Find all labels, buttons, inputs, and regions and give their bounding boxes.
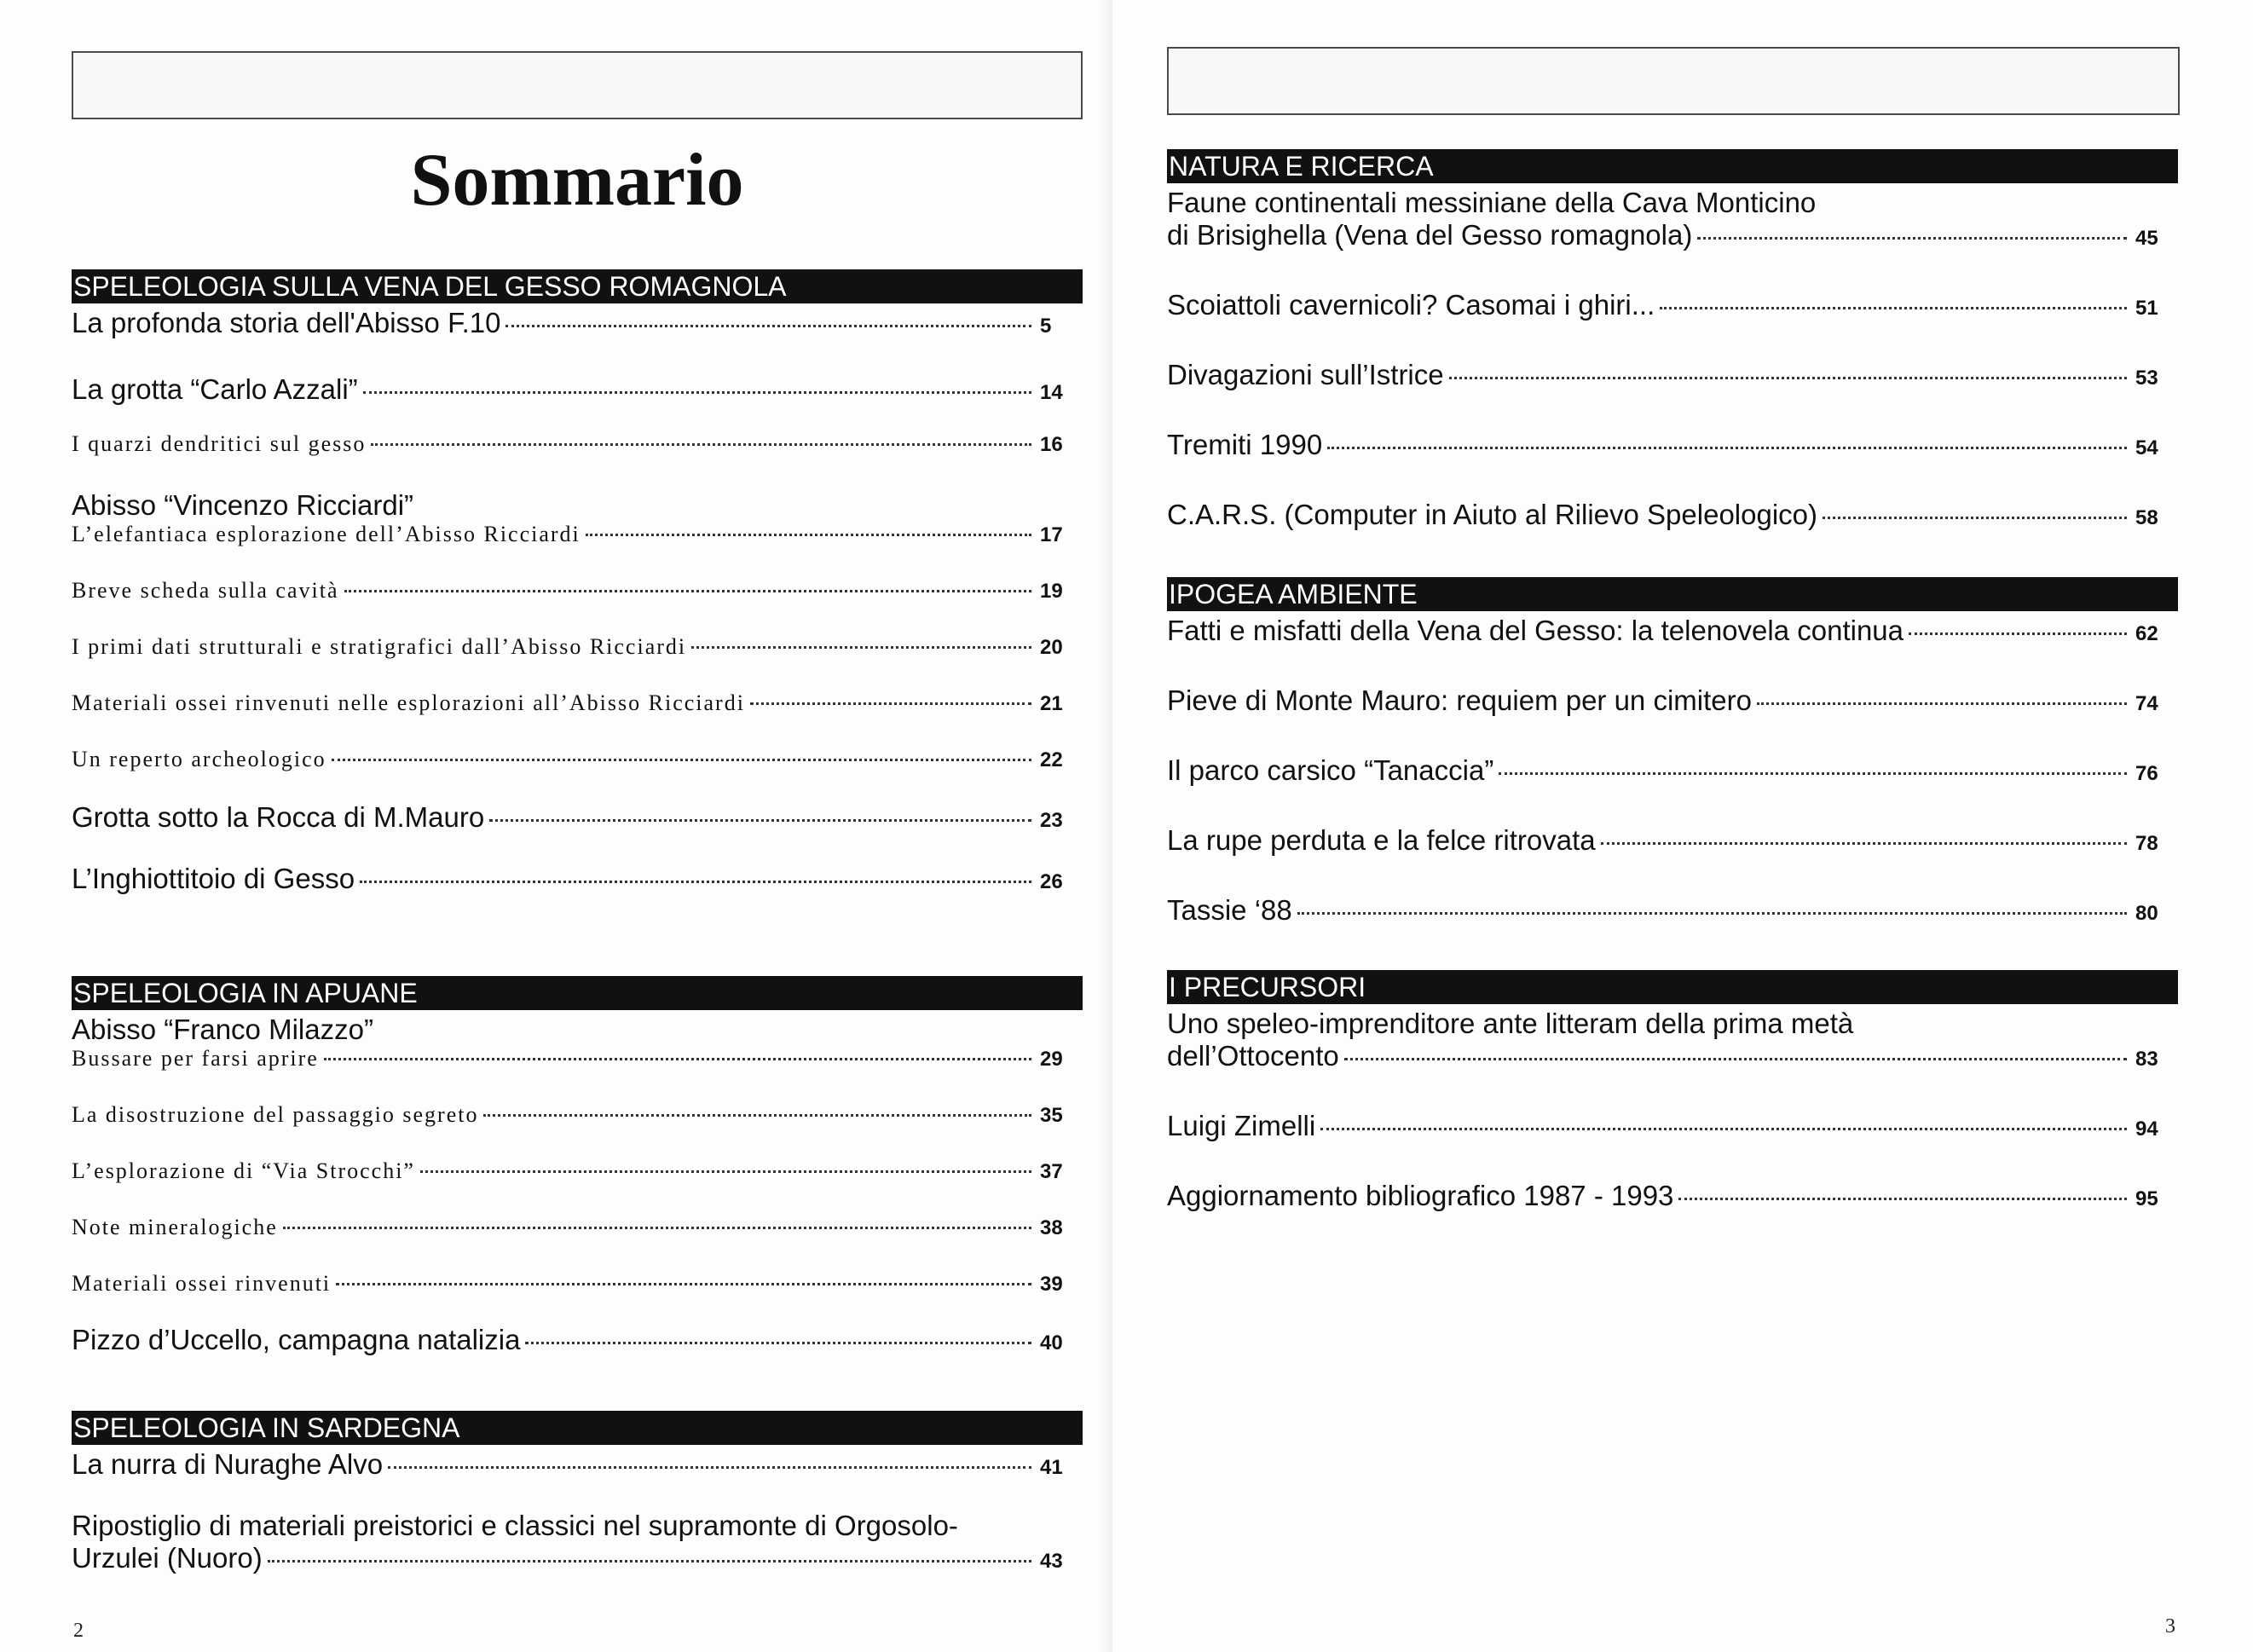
section-heading: SPELEOLOGIA SULLA VENA DEL GESSO ROMAGNOLA xyxy=(72,269,1083,303)
section-apuane xyxy=(72,976,1083,1356)
entry-page: 54 xyxy=(2135,436,2158,459)
toc-entry[interactable] xyxy=(1167,1110,2178,1142)
entry-page: 29 xyxy=(1040,1048,1063,1071)
toc-entry[interactable] xyxy=(72,1215,1083,1240)
entry-page: 39 xyxy=(1040,1273,1063,1296)
entry-title: Un reperto archeologico xyxy=(72,747,326,771)
toc-entry[interactable] xyxy=(72,307,1083,339)
entry-title: dell’Ottocento xyxy=(1167,1040,1339,1071)
dot-leader xyxy=(268,1560,1031,1562)
dot-leader xyxy=(1697,237,2127,240)
dot-leader xyxy=(1678,1198,2127,1200)
entry-title: Il parco carsico “Tanaccia” xyxy=(1167,754,1494,786)
entry-title: Uno speleo-imprenditore ante litteram della prima metà xyxy=(1167,1008,1854,1039)
toc-entry[interactable] xyxy=(72,690,1083,716)
toc-entry[interactable] xyxy=(1167,754,2178,787)
toc-entry[interactable] xyxy=(72,578,1083,604)
entry-title: di Brisighella (Vena del Gesso romagnola) xyxy=(1167,219,1693,251)
dot-leader xyxy=(1601,842,2127,845)
entry-page: 21 xyxy=(1040,692,1063,715)
entry-title: Grotta sotto la Rocca di M.Mauro xyxy=(72,801,485,833)
dot-leader xyxy=(1449,377,2127,379)
entry-title: Abisso “Vincenzo Ricciardi” xyxy=(72,489,414,521)
entry-page: 17 xyxy=(1040,523,1063,546)
toc-entry[interactable] xyxy=(72,801,1083,834)
toc-entry[interactable] xyxy=(1167,615,2178,647)
page-number: 2 xyxy=(73,1620,84,1642)
entry-page: 74 xyxy=(2135,692,2158,715)
section-heading: I PRECURSORI xyxy=(1167,970,2178,1004)
entry-page: 62 xyxy=(2135,622,2158,645)
toc-entry-line[interactable] xyxy=(72,1510,1083,1542)
entry-title: La rupe perduta e la felce ritrovata xyxy=(1167,824,1596,856)
entry-title: Fatti e misfatti della Vena del Gesso: la telenovela continua xyxy=(1167,615,1904,646)
dot-leader xyxy=(344,590,1032,592)
entry-title: Abisso “Franco Milazzo” xyxy=(72,1014,373,1045)
dot-leader xyxy=(1823,517,2127,519)
section-heading: IPOGEA AMBIENTE xyxy=(1167,577,2178,611)
dot-leader xyxy=(332,759,1031,761)
entry-title: Breve scheda sulla cavità xyxy=(72,578,339,603)
toc-entry[interactable] xyxy=(72,1271,1083,1297)
toc-entry[interactable] xyxy=(1167,429,2178,461)
entry-title: Tremiti 1990 xyxy=(1167,429,1323,460)
toc-entry-line[interactable] xyxy=(1167,187,2178,219)
entry-title: Ripostiglio di materiali preistorici e classici nel supramonte di Orgosolo- xyxy=(72,1510,958,1541)
section-ipogea-ambiente xyxy=(1167,577,2178,927)
toc-entry[interactable] xyxy=(1167,219,2178,251)
entry-title: La grotta “Carlo Azzali” xyxy=(72,373,358,405)
section-heading: SPELEOLOGIA IN APUANE xyxy=(72,976,1083,1010)
dot-leader xyxy=(1344,1058,2127,1060)
entry-title: L’esplorazione di “Via Strocchi” xyxy=(72,1158,415,1183)
dot-leader xyxy=(525,1342,1031,1344)
entry-page: 35 xyxy=(1040,1104,1063,1127)
section-natura-ricerca xyxy=(1167,149,2178,531)
header-box xyxy=(72,51,1083,119)
dot-leader xyxy=(505,325,1031,327)
entry-page: 41 xyxy=(1040,1456,1063,1479)
section-gesso-romagnola xyxy=(72,269,1083,895)
toc-entry[interactable] xyxy=(72,1046,1083,1071)
entry-page: 16 xyxy=(1040,433,1063,456)
toc-entry[interactable] xyxy=(1167,1180,2178,1212)
dot-leader xyxy=(363,391,1031,394)
entry-title: C.A.R.S. (Computer in Aiuto al Rilievo Speleologico) xyxy=(1167,499,1818,530)
entry-title: L’Inghiottitoio di Gesso xyxy=(72,863,355,894)
toc-entry[interactable] xyxy=(72,373,1083,406)
entry-page: 95 xyxy=(2135,1187,2158,1210)
dot-leader xyxy=(283,1227,1031,1229)
entry-title: I primi dati strutturali e stratigrafici dall’Abisso Ricciardi xyxy=(72,634,687,659)
toc-entry[interactable] xyxy=(1167,289,2178,321)
entry-page: 26 xyxy=(1040,870,1063,893)
entry-page: 83 xyxy=(2135,1048,2158,1071)
entry-title: Materiali ossei rinvenuti xyxy=(72,1271,332,1296)
toc-entry[interactable] xyxy=(72,1158,1083,1184)
entry-page: 51 xyxy=(2135,297,2158,320)
toc-entry[interactable] xyxy=(72,431,1083,457)
section-heading: NATURA E RICERCA xyxy=(1167,149,2178,183)
entry-title: I quarzi dendritici sul gesso xyxy=(72,431,367,456)
entry-title: Luigi Zimelli xyxy=(1167,1110,1316,1141)
entry-title: La disostruzione del passaggio segreto xyxy=(72,1102,479,1127)
toc-entry[interactable] xyxy=(1167,499,2178,531)
entry-title: Urzulei (Nuoro) xyxy=(72,1542,263,1574)
entry-page: 94 xyxy=(2135,1118,2158,1141)
dot-leader xyxy=(1320,1128,2127,1130)
dot-leader xyxy=(1499,772,2127,775)
entry-page: 5 xyxy=(1040,315,1052,338)
entry-page: 37 xyxy=(1040,1160,1063,1183)
toc-entry[interactable] xyxy=(1167,824,2178,857)
entry-title: Pieve di Monte Mauro: requiem per un cimitero xyxy=(1167,684,1752,716)
toc-entry[interactable] xyxy=(1167,684,2178,717)
dot-leader xyxy=(750,702,1031,705)
toc-entry[interactable] xyxy=(72,1324,1083,1356)
dot-leader xyxy=(324,1058,1031,1060)
page-title: Sommario xyxy=(410,139,744,222)
entry-title: La profonda storia dell'Abisso F.10 xyxy=(72,307,501,338)
entry-title: Bussare per farsi aprire xyxy=(72,1046,319,1071)
dot-leader xyxy=(1757,702,2127,705)
dot-leader xyxy=(1327,447,2127,449)
dot-leader xyxy=(388,1466,1031,1469)
toc-group-heading xyxy=(72,489,1083,522)
dot-leader xyxy=(691,646,1031,649)
dot-leader xyxy=(1909,632,2127,635)
section-sardegna xyxy=(72,1411,1083,1574)
entry-page: 22 xyxy=(1040,748,1063,771)
toc-entry[interactable] xyxy=(72,1448,1083,1481)
entry-title: Scoiattoli cavernicoli? Casomai i ghiri... xyxy=(1167,289,1655,321)
entry-title: Tassie ‘88 xyxy=(1167,894,1292,926)
entry-page: 78 xyxy=(2135,832,2158,855)
dot-leader xyxy=(483,1114,1031,1117)
entry-title: L’elefantiaca esplorazione dell’Abisso Ricciardi xyxy=(72,522,581,546)
dot-leader xyxy=(371,443,1031,446)
page-number: 3 xyxy=(2165,1615,2175,1638)
entry-title: Note mineralogiche xyxy=(72,1215,278,1239)
entry-page: 23 xyxy=(1040,809,1063,832)
entry-page: 14 xyxy=(1040,381,1063,404)
dot-leader xyxy=(586,534,1031,536)
header-box xyxy=(1167,47,2180,115)
entry-page: 80 xyxy=(2135,902,2158,925)
section-heading: SPELEOLOGIA IN SARDEGNA xyxy=(72,1411,1083,1445)
entry-page: 45 xyxy=(2135,227,2158,250)
right-page xyxy=(1112,0,2253,1652)
dot-leader xyxy=(489,819,1031,822)
entry-title: Materiali ossei rinvenuti nelle esplorazioni all’Abisso Ricciardi xyxy=(72,690,745,715)
entry-page: 19 xyxy=(1040,580,1063,603)
toc-entry[interactable] xyxy=(72,747,1083,772)
entry-title: Divagazioni sull’Istrice xyxy=(1167,359,1444,390)
toc-entry[interactable] xyxy=(1167,359,2178,391)
dot-leader xyxy=(1660,307,2127,309)
toc-entry[interactable] xyxy=(72,1102,1083,1128)
entry-title: Aggiornamento bibliografico 1987 - 1993 xyxy=(1167,1180,1674,1211)
toc-entry[interactable] xyxy=(72,1542,1083,1574)
toc-entry[interactable] xyxy=(72,863,1083,895)
left-page xyxy=(0,0,1112,1652)
entry-page: 43 xyxy=(1040,1550,1063,1573)
toc-entry[interactable] xyxy=(1167,894,2178,927)
entry-page: 40 xyxy=(1040,1331,1063,1355)
entry-page: 58 xyxy=(2135,506,2158,529)
entry-title: La nurra di Nuraghe Alvo xyxy=(72,1448,384,1480)
entry-title: Faune continentali messiniane della Cava Monticino xyxy=(1167,187,1817,218)
toc-entry[interactable] xyxy=(1167,1040,2178,1072)
entry-page: 20 xyxy=(1040,636,1063,659)
toc-entry[interactable] xyxy=(72,634,1083,660)
entry-page: 76 xyxy=(2135,762,2158,785)
toc-entry[interactable] xyxy=(72,522,1083,547)
dot-leader xyxy=(360,881,1031,883)
dot-leader xyxy=(1297,912,2127,915)
entry-page: 38 xyxy=(1040,1216,1063,1239)
entry-title: Pizzo d’Uccello, campagna natalizia xyxy=(72,1324,521,1355)
section-precursori xyxy=(1167,970,2178,1212)
dot-leader xyxy=(420,1170,1031,1173)
entry-page: 53 xyxy=(2135,367,2158,390)
toc-group-heading xyxy=(72,1014,1083,1046)
toc-entry-line[interactable] xyxy=(1167,1008,2178,1040)
dot-leader xyxy=(336,1283,1031,1285)
